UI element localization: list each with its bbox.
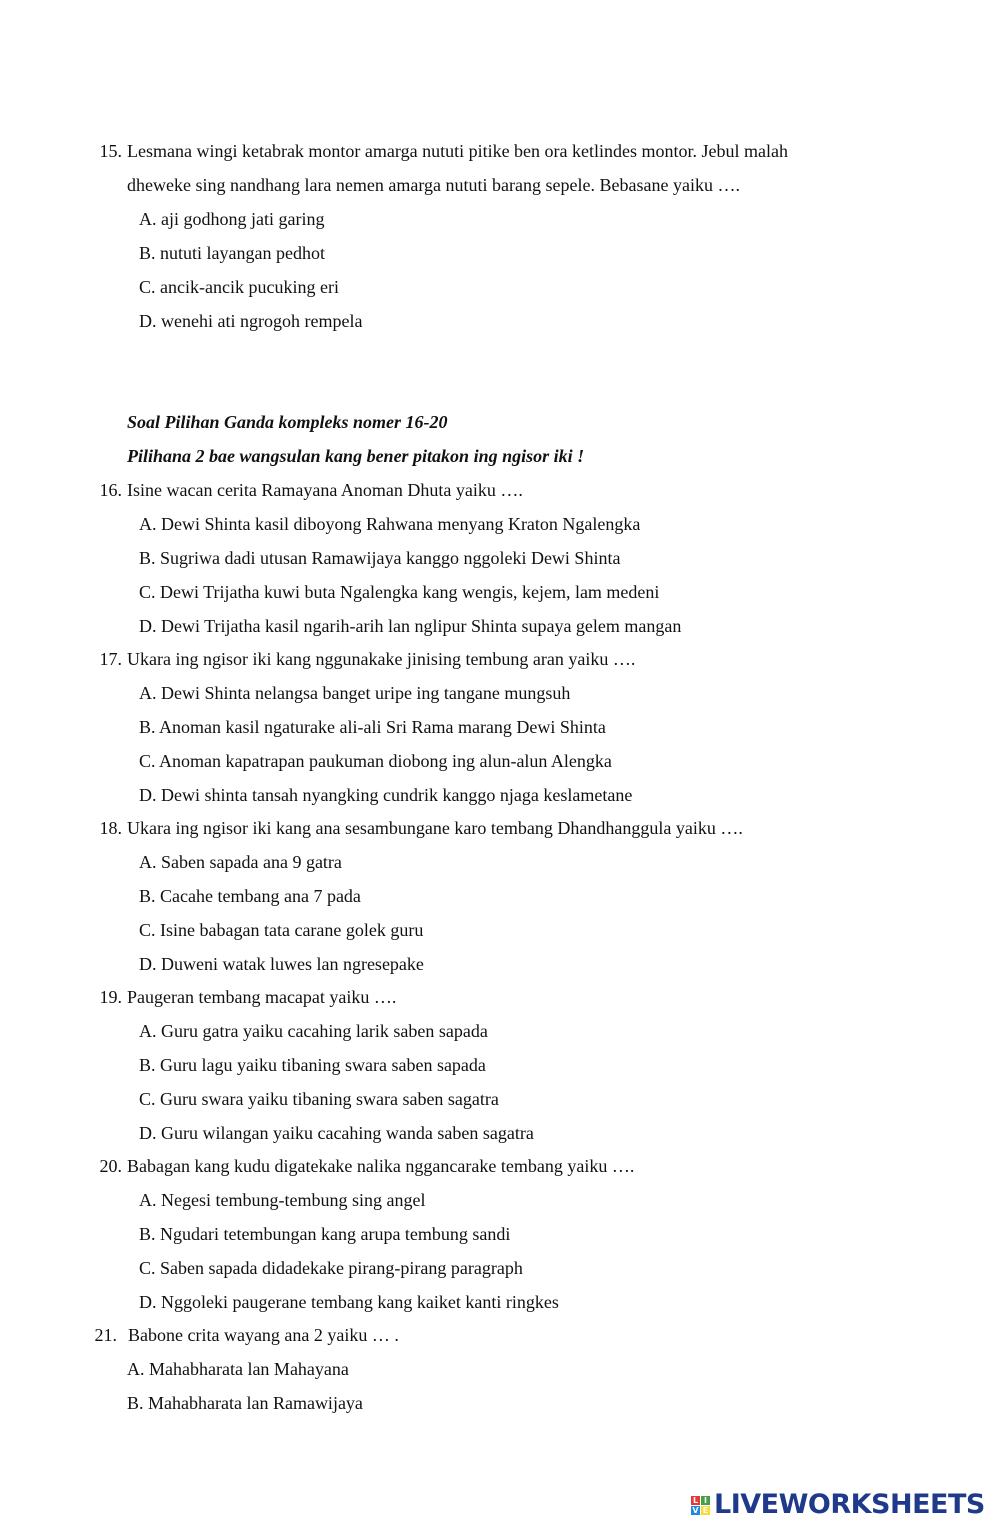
- option-letter: A.: [139, 1021, 157, 1041]
- option-letter: D.: [139, 616, 157, 636]
- logo-grid-cell: V: [692, 1505, 699, 1515]
- option-d[interactable]: [139, 1122, 534, 1144]
- option-text: aji godhong jati garing: [161, 209, 325, 229]
- question-text: Isine wacan cerita Ramayana Anoman Dhuta yaiku ….: [127, 480, 523, 500]
- option-b[interactable]: [139, 716, 606, 738]
- option-text: Sugriwa dadi utusan Ramawijaya kanggo nggoleki Dewi Shinta: [160, 548, 621, 568]
- logo-grid-cell: L: [692, 1495, 699, 1505]
- option-text: Guru lagu yaiku tibaning swara saben sapada: [160, 1055, 486, 1075]
- logo-grid-icon: [691, 1496, 710, 1515]
- option-text: Saben sapada ana 9 gatra: [161, 852, 342, 872]
- liveworksheets-logo[interactable]: [691, 1488, 985, 1522]
- option-letter: C.: [139, 582, 156, 602]
- question-number: 17.: [99, 649, 122, 669]
- option-letter: D.: [139, 785, 157, 805]
- question-text: dheweke sing nandhang lara nemen amarga nututi barang sepele. Bebasane yaiku ….: [127, 175, 740, 195]
- option-a[interactable]: [139, 208, 324, 230]
- option-text: nututi layangan pedhot: [160, 243, 325, 263]
- option-c[interactable]: [139, 750, 612, 772]
- option-b[interactable]: [127, 1392, 363, 1414]
- option-c[interactable]: [139, 1088, 499, 1110]
- option-letter: B.: [139, 1055, 156, 1075]
- option-text: Nggoleki paugerane tembang kang kaiket kanti ringkes: [161, 1292, 559, 1312]
- logo-grid-cell: I: [701, 1496, 710, 1505]
- option-text: Saben sapada didadekake pirang-pirang paragraph: [160, 1258, 523, 1278]
- option-a[interactable]: [139, 1189, 425, 1211]
- option-letter: A.: [127, 1359, 145, 1379]
- question-number: 19.: [99, 987, 122, 1007]
- option-letter: B.: [139, 548, 156, 568]
- option-c[interactable]: [139, 276, 339, 298]
- option-letter: B.: [139, 1224, 156, 1244]
- option-c[interactable]: [139, 919, 423, 941]
- question-number: 20.: [99, 1156, 122, 1176]
- option-letter: A.: [139, 852, 157, 872]
- option-text: Dewi Trijatha kasil ngarih-arih lan nglipur Shinta supaya gelem mangan: [161, 616, 682, 636]
- option-a[interactable]: [139, 513, 640, 535]
- option-b[interactable]: [139, 547, 620, 569]
- option-letter: B.: [139, 717, 156, 737]
- option-d[interactable]: [139, 615, 681, 637]
- option-text: Anoman kapatrapan paukuman diobong ing alun-alun Alengka: [159, 751, 612, 771]
- logo-text: LIVEWORKSHEETS: [714, 1489, 985, 1520]
- option-text: Dewi Shinta kasil diboyong Rahwana menyang Kraton Ngalengka: [161, 514, 641, 534]
- question-number: 15.: [99, 141, 122, 161]
- option-text: Cacahe tembang ana 7 pada: [160, 886, 361, 906]
- option-letter: C.: [139, 751, 156, 771]
- question-text: Ukara ing ngisor iki kang ana sesambungane karo tembang Dhandhanggula yaiku ….: [127, 818, 743, 838]
- option-text: Dewi Shinta nelangsa banget uripe ing tangane mungsuh: [161, 683, 571, 703]
- option-a[interactable]: [139, 1020, 488, 1042]
- option-b[interactable]: [139, 242, 325, 264]
- option-text: Anoman kasil ngaturake ali-ali Sri Rama marang Dewi Shinta: [159, 717, 606, 737]
- option-text: wenehi ati ngrogoh rempela: [161, 311, 363, 331]
- option-text: Dewi Trijatha kuwi buta Ngalengka kang wengis, kejem, lam medeni: [160, 582, 660, 602]
- section-instruction: Pilihana 2 bae wangsulan kang bener pitakon ing ngisor iki !: [127, 446, 585, 466]
- option-d[interactable]: [139, 953, 424, 975]
- question-text: Lesmana wingi ketabrak montor amarga nututi pitike ben ora ketlindes montor. Jebul malah: [127, 141, 788, 161]
- option-letter: A.: [139, 1190, 157, 1210]
- section-title: Soal Pilihan Ganda kompleks nomer 16-20: [127, 412, 448, 432]
- question-number: 18.: [99, 818, 122, 838]
- option-letter: D.: [139, 954, 157, 974]
- option-letter: A.: [139, 514, 157, 534]
- option-c[interactable]: [139, 1257, 523, 1279]
- option-letter: D.: [139, 1123, 157, 1143]
- logo-grid-cell: E: [702, 1505, 709, 1515]
- option-letter: A.: [139, 683, 157, 703]
- option-letter: A.: [139, 209, 157, 229]
- option-text: Isine babagan tata carane golek guru: [160, 920, 424, 940]
- option-text: ancik-ancik pucuking eri: [160, 277, 339, 297]
- option-letter: B.: [139, 243, 156, 263]
- question-number: 21.: [94, 1325, 117, 1345]
- option-b[interactable]: [139, 885, 361, 907]
- option-text: Ngudari tetembungan kang arupa tembung sandi: [160, 1224, 511, 1244]
- option-letter: C.: [139, 1258, 156, 1278]
- option-a[interactable]: [127, 1358, 349, 1380]
- question-number: 16.: [99, 480, 122, 500]
- option-letter: B.: [139, 886, 156, 906]
- option-a[interactable]: [139, 682, 570, 704]
- option-text: Guru wilangan yaiku cacahing wanda saben sagatra: [161, 1123, 534, 1143]
- option-text: Mahabharata lan Mahayana: [149, 1359, 349, 1379]
- option-letter: C.: [139, 277, 156, 297]
- option-letter: B.: [127, 1393, 144, 1413]
- question-text: Ukara ing ngisor iki kang nggunakake jinising tembung aran yaiku ….: [127, 649, 636, 669]
- option-text: Guru gatra yaiku cacahing larik saben sapada: [161, 1021, 488, 1041]
- option-c[interactable]: [139, 581, 659, 603]
- option-d[interactable]: [139, 310, 362, 332]
- option-a[interactable]: [139, 851, 342, 873]
- option-letter: C.: [139, 920, 156, 940]
- question-text: Babone crita wayang ana 2 yaiku … .: [128, 1325, 399, 1345]
- option-d[interactable]: [139, 1291, 559, 1313]
- option-letter: D.: [139, 311, 157, 331]
- option-text: Negesi tembung-tembung sing angel: [161, 1190, 426, 1210]
- option-d[interactable]: [139, 784, 632, 806]
- option-text: Guru swara yaiku tibaning swara saben sagatra: [160, 1089, 499, 1109]
- option-b[interactable]: [139, 1223, 510, 1245]
- option-text: Duweni watak luwes lan ngresepake: [161, 954, 424, 974]
- option-text: Dewi shinta tansah nyangking cundrik kanggo njaga keslametane: [161, 785, 633, 805]
- option-letter: D.: [139, 1292, 157, 1312]
- option-text: Mahabharata lan Ramawijaya: [148, 1393, 363, 1413]
- question-text: Babagan kang kudu digatekake nalika nggancarake tembang yaiku ….: [127, 1156, 635, 1176]
- option-b[interactable]: [139, 1054, 486, 1076]
- question-text: Paugeran tembang macapat yaiku ….: [127, 987, 397, 1007]
- option-letter: C.: [139, 1089, 156, 1109]
